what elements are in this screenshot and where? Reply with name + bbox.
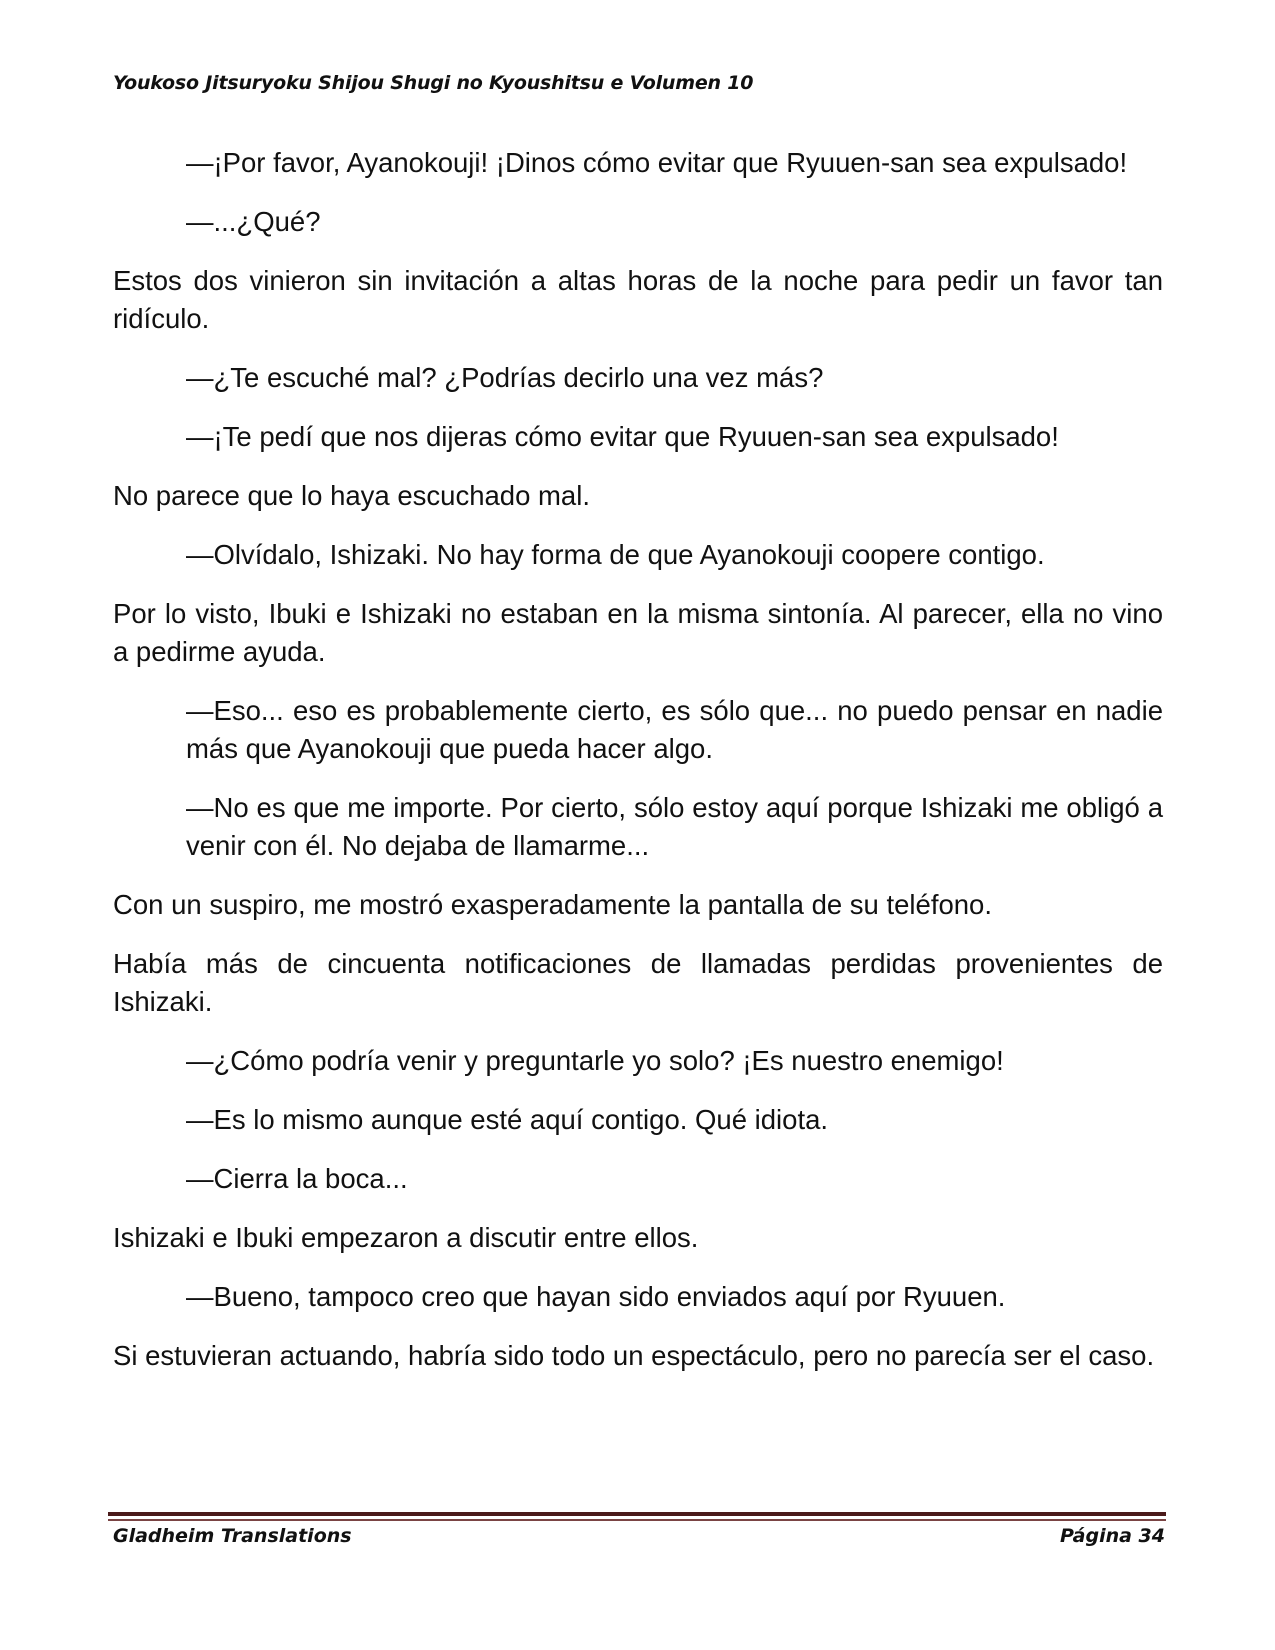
paragraph-narration: Si estuvieran actuando, habría sido todo un espectáculo, pero no parecía ser el caso. — [113, 1340, 1155, 1371]
paragraph-dialogue: —Es lo mismo aunque esté aquí contigo. Qué idiota. — [186, 1104, 829, 1135]
paragraph-narration: Había más de cincuenta notificaciones de llamadas perdidas provenientes de Ishizaki. — [113, 948, 1163, 1017]
footer-divider — [108, 1512, 1166, 1516]
paragraph-narration: Por lo visto, Ibuki e Ishizaki no estaban en la misma sintonía. Al parecer, ella no vino a pedirme ayuda. — [113, 598, 1163, 667]
paragraph-narration: Con un suspiro, me mostró exasperadamente la pantalla de su teléfono. — [113, 889, 992, 920]
paragraph-dialogue: —¡Por favor, Ayanokouji! ¡Dinos cómo evitar que Ryuuen-san sea expulsado! — [186, 147, 1128, 178]
document-body — [113, 144, 1163, 1396]
paragraph-dialogue: —Cierra la boca... — [186, 1163, 408, 1194]
paragraph-dialogue: —Bueno, tampoco creo que hayan sido enviados aquí por Ryuuen. — [186, 1281, 1006, 1312]
paragraph-dialogue: —Olvídalo, Ishizaki. No hay forma de que Ayanokouji coopere contigo. — [186, 539, 1045, 570]
footer-page-number: Página 34 — [1059, 1525, 1165, 1547]
paragraph-dialogue: —¡Te pedí que nos dijeras cómo evitar que Ryuuen-san sea expulsado! — [186, 421, 1059, 452]
paragraph-narration: Estos dos vinieron sin invitación a altas horas de la noche para pedir un favor tan ridículo. — [113, 265, 1163, 334]
paragraph-dialogue: —Eso... eso es probablemente cierto, es sólo que... no puedo pensar en nadie más que Ayanokouji que pueda hacer algo. — [186, 695, 1163, 764]
footer-divider-thin — [108, 1519, 1166, 1521]
paragraph-dialogue: —¿Te escuché mal? ¿Podrías decirlo una vez más? — [186, 362, 824, 393]
paragraph-dialogue: —No es que me importe. Por cierto, sólo estoy aquí porque Ishizaki me obligó a venir con él. No dejaba de llamarme... — [186, 792, 1163, 861]
footer-publisher: Gladheim Translations — [113, 1525, 352, 1547]
page-header-title: Youkoso Jitsuryoku Shijou Shugi no Kyoushitsu e Volumen 10 — [113, 72, 754, 94]
paragraph-narration: Ishizaki e Ibuki empezaron a discutir entre ellos. — [113, 1222, 699, 1253]
paragraph-dialogue: —¿Cómo podría venir y preguntarle yo solo? ¡Es nuestro enemigo! — [186, 1045, 1004, 1076]
paragraph-narration: No parece que lo haya escuchado mal. — [113, 480, 590, 511]
paragraph-dialogue: —...¿Qué? — [186, 206, 321, 237]
